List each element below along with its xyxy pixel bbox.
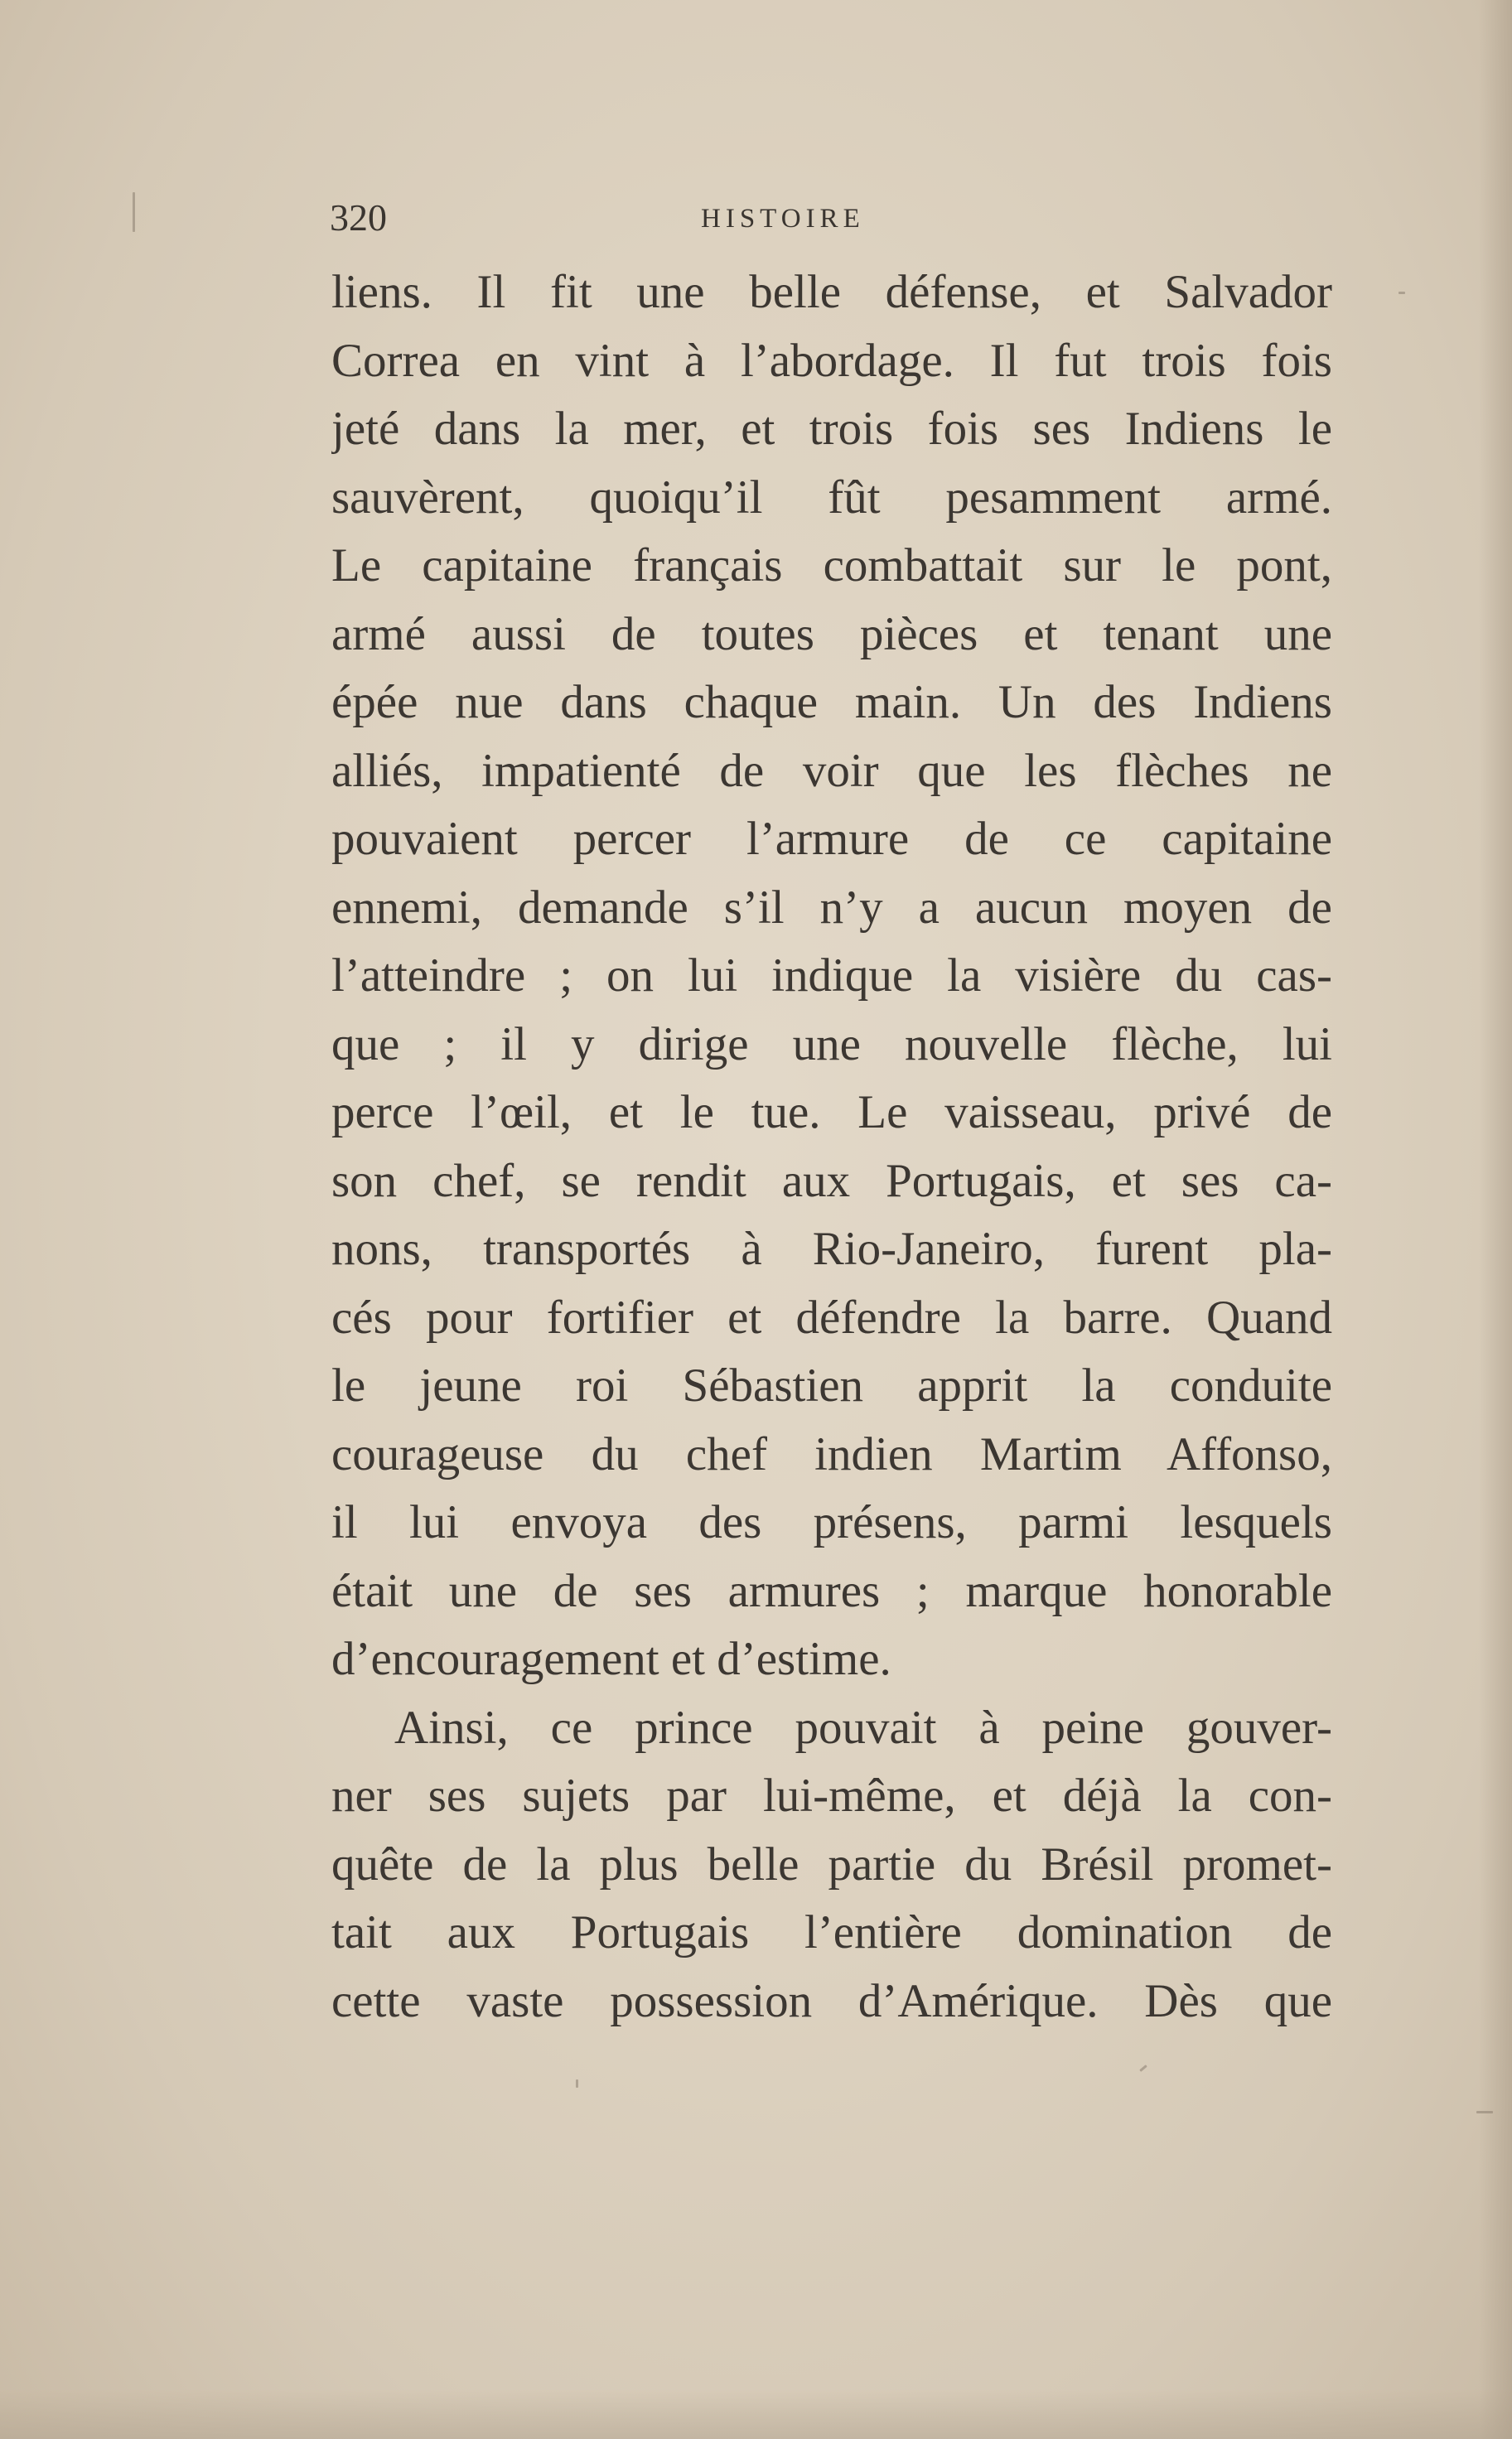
paper-mark [576,2079,578,2088]
page-edge-shadow-right [1479,0,1512,2439]
text-line: armé aussi de toutes pièces et tenant une [331,607,1332,660]
text-line: il lui envoya des présens, parmi lesquels [331,1496,1332,1548]
text-line: sauvèrent, quoiqu’il fût pesamment armé. [331,471,1332,524]
text-line: tait aux Portugais l’entière domination de [331,1906,1332,1958]
text-line: l’atteindre ; on lui indique la visière du cas- [331,949,1332,1002]
page-number: 320 [330,196,387,239]
paper-mark [1398,292,1405,294]
paragraph-end-line: d’encouragement et d’estime. [331,1633,891,1685]
text-line: était une de ses armures ; marque honorable [331,1564,1332,1617]
text-line: ner ses sujets par lui-même, et déjà la con- [331,1770,1332,1822]
text-line: perce l’œil, et le tue. Le vaisseau, privé de [331,1086,1332,1138]
text-line: Le capitaine français combattait sur le pont, [331,539,1332,592]
text-line: Correa en vint à l’abordage. Il fut trois fois [331,334,1332,387]
text-line: quête de la plus belle partie du Brésil promet- [331,1838,1332,1891]
text-line: liens. Il fit une belle défense, et Salvador [331,266,1332,318]
text-line: alliés, impatienté de voir que les flèches ne [331,744,1332,797]
paper-mark [133,192,135,232]
text-line: que ; il y dirige une nouvelle flèche, lui [331,1017,1332,1070]
text-line: jeté dans la mer, et trois fois ses Indiens le [331,403,1332,455]
text-line: courageuse du chef indien Martim Affonso, [331,1427,1332,1480]
body-text [331,258,1332,2036]
text-line: ennemi, demande s’il n’y a aucun moyen de [331,881,1332,934]
paper-mark [1139,2065,1147,2072]
text-line: cés pour fortifier et défendre la barre. Quand [331,1291,1332,1344]
text-line: son chef, se rendit aux Portugais, et ses ca- [331,1154,1332,1207]
page-edge-shadow-bottom [0,2389,1512,2439]
running-title: HISTOIRE [701,204,865,234]
paper-mark [1476,2111,1493,2113]
text-line: nons, transportés à Rio-Janeiro, furent pla- [331,1223,1332,1275]
text-line: pouvaient percer l’armure de ce capitaine [331,813,1332,865]
text-line: le jeune roi Sébastien apprit la conduite [331,1360,1332,1412]
text-line: cette vaste possession d’Amérique. Dès que [331,1974,1332,2027]
paragraph-start-line: Ainsi, ce prince pouvait à peine gouver- [394,1701,1332,1754]
running-head [330,189,959,247]
text-line: épée nue dans chaque main. Un des Indiens [331,676,1332,728]
